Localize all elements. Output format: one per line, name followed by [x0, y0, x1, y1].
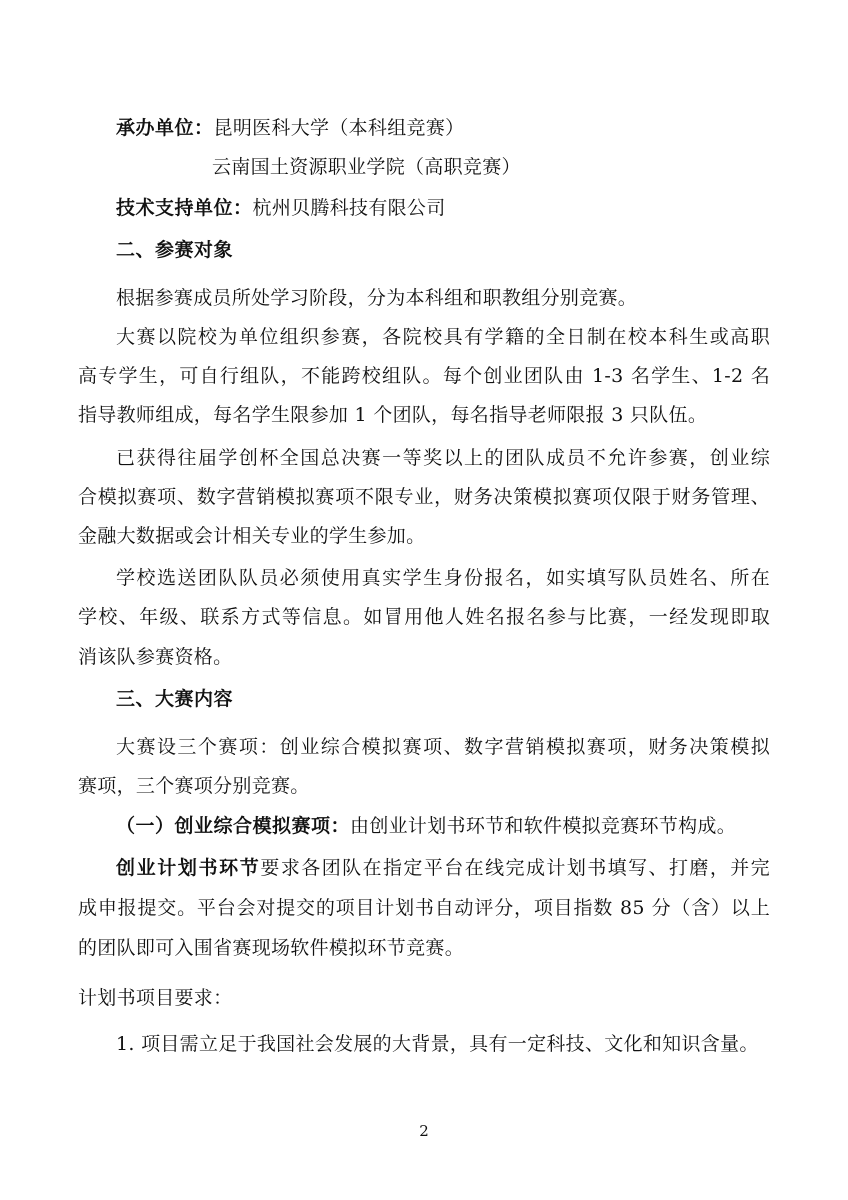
subsection-entrepreneurship-text: 由创业计划书环节和软件模拟竞赛环节构成。 — [350, 815, 737, 837]
participants-paragraph-2-line-1: 大赛以院校为单位组织参赛，各院校具有学籍的全日制在校本科生或高职 — [116, 326, 770, 348]
subsection-entrepreneurship-line — [116, 814, 816, 838]
plan-paragraph-text-1: 要求各团队在指定平台在线完成计划书填写、打磨，并完 — [260, 857, 770, 879]
participants-paragraph-4-line-3: 消该队参赛资格。 — [78, 646, 233, 668]
tech-support-value: 杭州贝腾科技有限公司 — [252, 197, 446, 219]
content-paragraph-1-line-1: 大赛设三个赛项：创业综合模拟赛项、数字营销模拟赛项，财务决策模拟 — [116, 736, 770, 758]
participants-paragraph-4-line-2: 学校、年级、联系方式等信息。如冒用他人姓名报名参与比赛，一经发现即取 — [78, 606, 770, 628]
plan-paragraph-line-3: 的团队即可入围省赛现场软件模拟环节竞赛。 — [78, 937, 465, 959]
participants-paragraph-2-line-3: 指导教师组成，每名学生限参加 1 个团队，每名指导老师限报 3 只队伍。 — [78, 404, 708, 426]
plan-paragraph-line-1 — [116, 856, 770, 880]
tech-support-line — [116, 196, 816, 220]
host-unit-line — [116, 116, 816, 140]
plan-requirement-1: 1. 项目需立足于我国社会发展的大背景，具有一定科技、文化和知识含量。 — [116, 1033, 759, 1055]
section-heading-participants: 二、参赛对象 — [116, 239, 234, 261]
participants-paragraph-3-line-3: 金融大数据或会计相关专业的学生参加。 — [78, 525, 426, 547]
host-unit-value-2: 云南国土资源职业学院（高职竞赛） — [212, 156, 521, 178]
host-unit-value-1: 昆明医科大学（本科组竞赛） — [213, 117, 465, 139]
participants-paragraph-3-line-2: 合模拟赛项、数字营销模拟赛项不限专业，财务决策模拟赛项仅限于财务管理、 — [78, 486, 770, 508]
plan-stage-label: 创业计划书环节 — [116, 857, 261, 879]
participants-paragraph-2-line-2: 高专学生，可自行组队，不能跨校组队。每个创业团队由 1-3 名学生、1-2 名 — [78, 365, 770, 387]
subsection-entrepreneurship-label: （一）创业综合模拟赛项： — [116, 815, 351, 837]
section-heading-content: 三、大赛内容 — [116, 688, 234, 710]
tech-support-label: 技术支持单位： — [116, 197, 253, 219]
participants-paragraph-1: 根据参赛成员所处学习阶段，分为本科组和职教组分别竞赛。 — [116, 287, 638, 309]
plan-requirements-heading: 计划书项目要求： — [78, 987, 233, 1009]
participants-paragraph-3-line-1: 已获得往届学创杯全国总决赛一等奖以上的团队成员不允许参赛，创业综 — [116, 447, 770, 469]
participants-paragraph-4-line-1: 学校选送团队队员必须使用真实学生身份报名，如实填写队员姓名、所在 — [116, 567, 770, 589]
host-unit-label: 承办单位： — [116, 117, 214, 139]
page-number: 2 — [419, 1122, 429, 1140]
plan-paragraph-line-2: 成申报提交。平台会对提交的项目计划书自动评分，项目指数 85 分（含）以上 — [78, 897, 770, 919]
content-paragraph-1-line-2: 赛项，三个赛项分别竞赛。 — [78, 775, 310, 797]
